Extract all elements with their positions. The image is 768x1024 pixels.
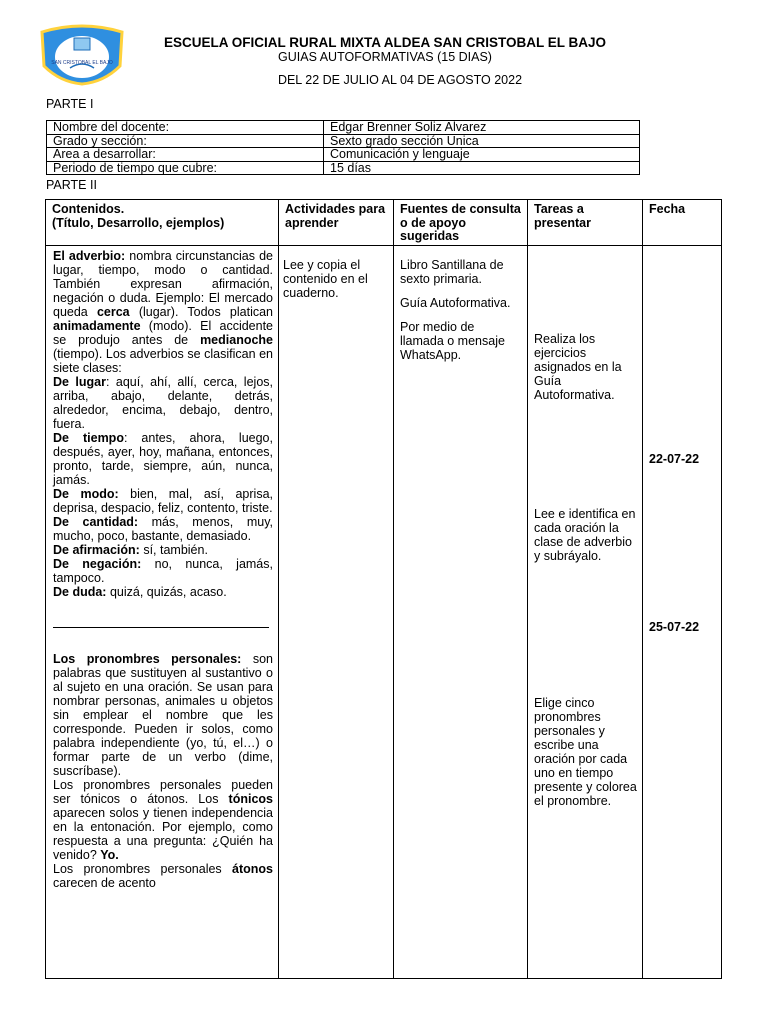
table-header-row [46, 200, 722, 246]
adverb-class-modo [53, 487, 273, 515]
text-bold: cerca [96, 305, 130, 319]
text-bold: De negación: [53, 557, 142, 571]
adverbio-title: El adverbio: [53, 249, 126, 263]
text-bold: De modo: [53, 487, 119, 501]
pronombres-section [53, 652, 273, 778]
info-value: Sexto grado sección Unica [324, 134, 640, 148]
table-row [47, 134, 640, 148]
text: : antes, ahora, luego, después, ayer, hoy, mañana, entonces, pronto, tarde, siempre, aún, nunca, jamás. [53, 431, 273, 487]
text: aparecen solos y tienen independencia en la entonación. Por ejemplo, como respuesta a una pregunta: ¿Quién ha venido? [53, 806, 273, 862]
text-bold: De afirmación: [53, 543, 140, 557]
adverb-class-afirmacion [53, 543, 273, 557]
fuente-item: Por medio de llamada o mensaje WhatsApp. [400, 320, 505, 362]
fuente-item: Guía Autoformativa. [400, 296, 511, 310]
text: Los pronombres personales [53, 862, 233, 876]
text-bold: De cantidad: [53, 515, 139, 529]
tarea-item: Realiza los ejercicios asignados en la Guía Autoformativa. [534, 332, 622, 402]
info-key: Grado y sección: [47, 134, 324, 148]
text-bold: medianoche [200, 333, 273, 347]
adverb-class-duda [53, 585, 273, 599]
teacher-info-table [46, 120, 640, 175]
info-value: Edgar Brenner Soliz Alvarez [324, 121, 640, 135]
text: más, menos, muy, mucho, poco, bastante, demasiado. [53, 515, 273, 543]
pronombres-paragraph [53, 862, 273, 890]
adverb-class-negacion [53, 557, 273, 585]
text-bold: De lugar [53, 375, 106, 389]
text: no, nunca, jamás, tampoco. [53, 557, 273, 585]
text-bold: tónicos [228, 792, 273, 806]
text: nombra circunstancias de lugar, tiempo, modo o cantidad. También expresan afirmación, negación o duda. Ejemplo: El mercado queda [53, 249, 274, 319]
school-name: ESCUELA OFICIAL RURAL MIXTA ALDEA SAN CRISTOBAL EL BAJO [163, 35, 607, 50]
adverbio-section [53, 249, 273, 375]
content-table [45, 199, 722, 979]
school-logo [34, 24, 130, 86]
text-bold: Yo. [100, 848, 119, 862]
adverb-class-cantidad [53, 515, 273, 543]
fuentes-cell [394, 246, 528, 979]
col-header-contenidos: Contenidos. (Título, Desarrollo, ejemplos) [46, 200, 279, 246]
tareas-cell [528, 246, 643, 979]
text: son palabras que sustituyen al sustantivo o al sujeto en una oración. Se usan para nombrar personas, animales u objetos sin emplear el nombre que les corresponde. Pueden ir solos, como palabra independiente (yo, tú, el…) o formar parte de un verbo (dime, suscríbase). [53, 652, 273, 778]
text-bold: átonos [232, 862, 273, 876]
text: carecen de acento [53, 876, 156, 890]
adverb-class-lugar [53, 375, 273, 431]
date-range: DEL 22 DE JULIO AL 04 DE AGOSTO 2022 [277, 73, 523, 87]
part-two-label: PARTE II [46, 178, 97, 192]
table-row [47, 148, 640, 162]
contenidos-cell [46, 246, 279, 979]
fecha-item: 22-07-22 [649, 452, 700, 466]
fuente-item: Libro Santillana de sexto primaria. [400, 258, 504, 286]
actividades-cell [279, 246, 394, 979]
text: (modo). El accidente se produjo antes de [53, 319, 273, 347]
logo-label: SAN CRISTOBAL EL BAJO [51, 60, 113, 66]
part-one-label: PARTE I [46, 97, 94, 111]
text-bold: De duda: [53, 585, 107, 599]
text-bold: De tiempo [53, 431, 124, 445]
col-header-fecha: Fecha [643, 200, 722, 246]
info-value: Comunicación y lenguaje [324, 148, 640, 162]
text: (lugar). Todos platican [129, 305, 274, 319]
text: (tiempo). Los adverbios se clasifican en siete clases: [53, 347, 273, 375]
info-key: Periodo de tiempo que cubre: [47, 161, 324, 175]
info-key: Nombre del docente: [47, 121, 324, 135]
text: Los pronombres personales pueden ser tónicos o átonos. Los [53, 778, 273, 806]
text: quizá, quizás, acaso. [106, 585, 227, 599]
text: : aquí, ahí, allí, cerca, lejos, arriba, abajo, delante, detrás, alrededor, encima, debajo, dentro, fuera. [53, 375, 273, 431]
info-value: 15 días [324, 161, 640, 175]
actividad-text: Lee y copia el contenido en el cuaderno. [283, 258, 368, 300]
col-header-tareas: Tareas a presentar [528, 200, 643, 246]
table-row [46, 246, 722, 979]
guide-subtitle: GUIAS AUTOFORMATIVAS (15 DIAS) [278, 50, 492, 64]
fecha-cell [643, 246, 722, 979]
table-row [47, 161, 640, 175]
pronombres-paragraph [53, 778, 273, 862]
tarea-item: Lee e identifica en cada oración la clase de adverbio y subráyalo. [534, 507, 636, 563]
table-row [47, 121, 640, 135]
tarea-item: Elige cinco pronombres personales y escribe una oración por cada uno en tiempo presente y colorea el pronombre. [534, 696, 637, 808]
text: bien, mal, así, aprisa, deprisa, despacio, feliz, contento, triste. [53, 487, 273, 515]
text-bold: animadamente [53, 319, 141, 333]
pronombres-title: Los pronombres personales: [53, 652, 242, 666]
fecha-item: 25-07-22 [649, 620, 700, 634]
col-header-actividades: Actividades para aprender [279, 200, 394, 246]
section-divider [53, 627, 269, 628]
text: sí, también. [139, 543, 208, 557]
info-key: Area a desarrollar: [47, 148, 324, 162]
col-header-fuentes: Fuentes de consulta o de apoyo sugeridas [394, 200, 528, 246]
adverb-class-tiempo [53, 431, 273, 487]
